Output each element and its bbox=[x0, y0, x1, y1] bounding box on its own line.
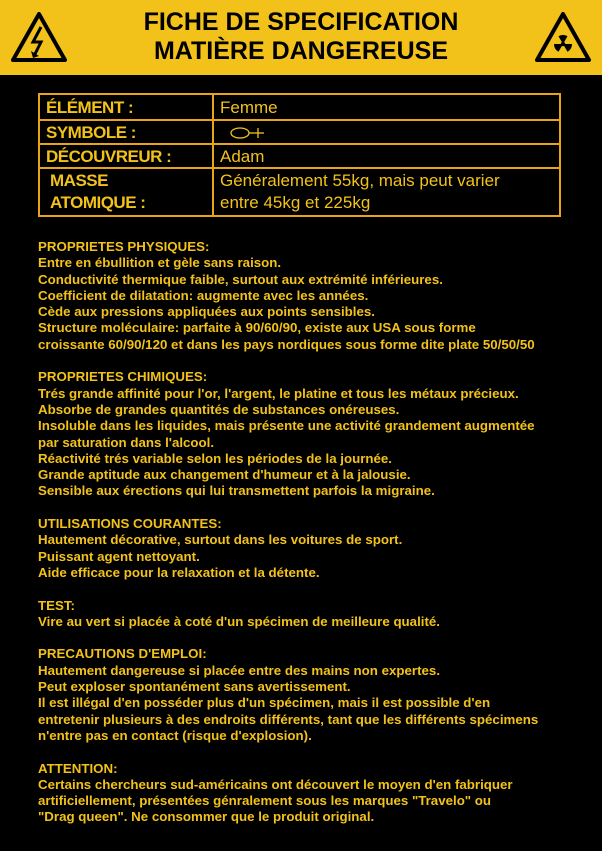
spec-row-element bbox=[39, 94, 560, 120]
element-label: ÉLÉMENT : bbox=[39, 94, 213, 120]
section-line: Hautement décorative, surtout dans les voitures de sport. bbox=[38, 532, 403, 548]
mass-value-line-1: Généralement 55kg, mais peut varier bbox=[220, 171, 500, 190]
section-line: Entre en ébullition et gèle sans raison. bbox=[38, 255, 282, 271]
section-line: Conductivité thermique faible, surtout aux extrémité inférieures. bbox=[38, 271, 443, 287]
section bbox=[38, 369, 598, 499]
spec-row-symbol bbox=[39, 120, 560, 144]
section bbox=[38, 761, 598, 826]
section-line: croissante 60/90/120 et dans les pays nordiques sous forme dite plate 50/50/50 bbox=[38, 336, 535, 352]
section bbox=[38, 239, 598, 353]
section-line: Grande aptitude aux changement d'humeur et à la jalousie. bbox=[38, 467, 411, 483]
section-line: n'entre pas en contact (risque d'explosion). bbox=[38, 727, 312, 743]
section-line: Puissant agent nettoyant. bbox=[38, 548, 200, 564]
section-line: "Drag queen". Ne consommer que le produit original. bbox=[38, 809, 375, 825]
section bbox=[38, 516, 598, 581]
section-line: Certains chercheurs sud-américains ont découvert le moyen d'en fabriquer bbox=[38, 776, 513, 792]
high-voltage-warning-icon bbox=[10, 11, 68, 63]
section-title: ATTENTION: bbox=[38, 760, 118, 776]
mass-value bbox=[213, 168, 560, 216]
section-title: PROPRIETES CHIMIQUES: bbox=[38, 369, 208, 385]
symbol-label: SYMBOLE : bbox=[39, 120, 213, 144]
mass-label-line-1: MASSE bbox=[50, 171, 108, 190]
page-title bbox=[80, 8, 522, 66]
section-title: PRECAUTIONS D'EMPLOI: bbox=[38, 646, 207, 662]
section-line: Absorbe de grandes quantités de substances onéreuses. bbox=[38, 401, 400, 417]
element-value: Femme bbox=[213, 94, 560, 120]
section-line: Il est illégal d'en posséder plus d'un spécimen, mais il est possible d'en bbox=[38, 695, 491, 711]
section-line: par saturation dans l'alcool. bbox=[38, 434, 215, 450]
section-line: Sensible aux érections qui lui transmettent parfois la migraine. bbox=[38, 483, 435, 499]
spec-body bbox=[38, 239, 598, 842]
spec-row-discoverer bbox=[39, 144, 560, 168]
section-line: Réactivité trés variable selon les périodes de la journée. bbox=[38, 450, 392, 466]
mass-label-line-2: ATOMIQUE : bbox=[50, 193, 146, 212]
section-title: UTILISATIONS COURANTES: bbox=[38, 516, 222, 532]
title-line-2: MATIÈRE DANGEREUSE bbox=[153, 37, 448, 65]
section bbox=[38, 646, 598, 744]
section-line: artificiellement, présentées génralement sous les marques "Travelo" ou bbox=[38, 793, 492, 809]
spec-row-mass bbox=[39, 168, 560, 216]
section-line: entretenir plusieurs à des endroits différents, tant que les différents spécimens bbox=[38, 711, 539, 727]
spec-table bbox=[38, 93, 561, 217]
title-line-1: FICHE DE SPECIFICATION bbox=[143, 8, 459, 36]
radiation-warning-icon bbox=[534, 11, 592, 63]
section-line: Peut exploser spontanément sans avertissement. bbox=[38, 679, 351, 695]
section-line: Insoluble dans les liquides, mais présente une activité grandement augmentée bbox=[38, 418, 535, 434]
female-symbol-icon bbox=[228, 125, 276, 141]
section-title: PROPRIETES PHYSIQUES: bbox=[38, 239, 210, 254]
section-line: Aide efficace pour la relaxation et la détente. bbox=[38, 564, 320, 580]
section-line: Trés grande affinité pour l'or, l'argent, le platine et tous les métaux précieux. bbox=[38, 385, 519, 401]
section-line: Cède aux pressions appliquées aux points sensibles. bbox=[38, 304, 375, 320]
header-banner bbox=[0, 0, 602, 75]
section-line: Coefficient de dilatation: augmente avec les années. bbox=[38, 287, 369, 303]
section-line: Hautement dangereuse si placée entre des mains non expertes. bbox=[38, 662, 441, 678]
discoverer-value: Adam bbox=[213, 144, 560, 168]
section-line: Vire au vert si placée à coté d'un spécimen de meilleure qualité. bbox=[38, 613, 440, 629]
section-line: Structure moléculaire: parfaite à 90/60/90, existe aux USA sous forme bbox=[38, 320, 476, 336]
mass-label bbox=[39, 168, 213, 216]
symbol-value bbox=[213, 120, 560, 144]
discoverer-label: DÉCOUVREUR : bbox=[39, 144, 213, 168]
section bbox=[38, 598, 598, 631]
section-title: TEST: bbox=[38, 597, 75, 613]
mass-value-line-2: entre 45kg et 225kg bbox=[220, 193, 371, 212]
